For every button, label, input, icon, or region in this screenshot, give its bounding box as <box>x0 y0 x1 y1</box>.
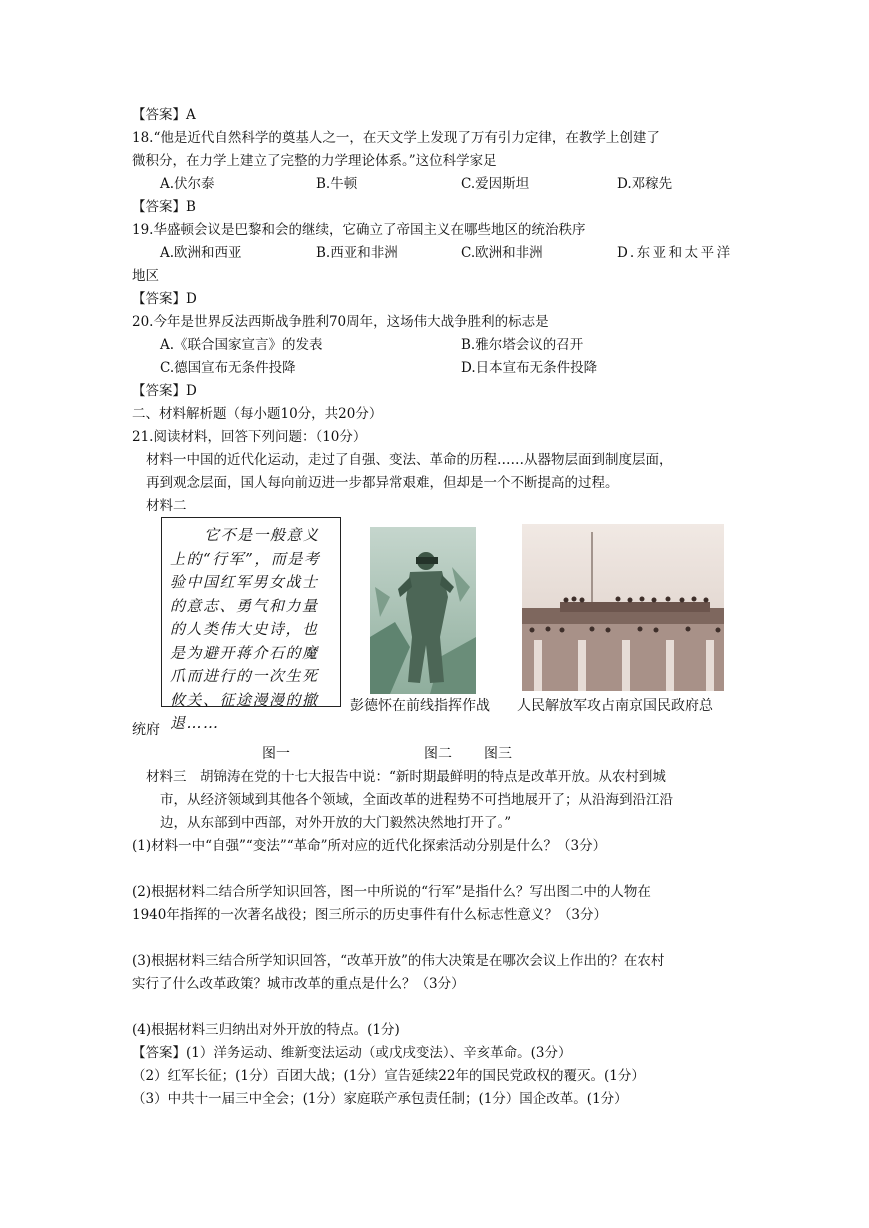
subquestion-2-line2: 1940年指挥的一次著名战役；图三所示的历史事件有什么标志性意义？（3分） <box>132 907 607 923</box>
q20-stem: 20.今年是世界反法西斯战争胜利70周年，这场伟大战争胜利的标志是 <box>132 314 549 330</box>
figure1-quote-box <box>161 517 341 732</box>
figure1-quote-text: 它不是一般意义上的“行军”，而是考验中国红军男女战士的意志、勇气和力量的人类伟大史诗，也是为避开蒋介石的魔爪而进行的一次生死攸关、征途漫漫的撤退…… <box>170 526 321 732</box>
subquestion-4: (4)根据材料三归纳出对外开放的特点。(1分) <box>132 1022 400 1038</box>
q18-option-c: C.爱因斯坦 <box>461 176 530 192</box>
material3-line2: 市，从经济领域到其他各个领域，全面改革的进程势不可挡地展开了；从沿海到沿江沿 <box>160 792 673 808</box>
figure2-photo <box>370 527 476 694</box>
subquestion-3-line1: (3)根据材料三结合所学知识回答，“改革开放”的伟大决策是在哪次会议上作出的？在农村 <box>132 953 665 969</box>
q19-stem: 19.华盛顿会议是巴黎和会的继续，它确立了帝国主义在哪些地区的统治秩序 <box>132 222 586 238</box>
q21-answer-2: （2）红军长征；(1分）百团大战；(1分）宣告延续22年的国民党政权的覆灭。(1分） <box>132 1068 645 1084</box>
subquestion-3-line2: 实行了什么改革政策？城市改革的重点是什么？（3分） <box>132 976 465 992</box>
figure3-label: 图三 <box>484 746 512 762</box>
q20-option-b: B.雅尔塔会议的召开 <box>461 337 584 353</box>
material2-label: 材料二 <box>146 498 187 514</box>
q21-answer-1: 【答案】(1）洋务运动、维新变法运动（或戊戌变法）、辛亥革命。(3分） <box>132 1045 572 1061</box>
figure3-photo <box>522 524 724 691</box>
subquestion-1: (1)材料一中“自强”“变法”“革命”所对应的近代化探索活动分别是什么？（3分） <box>132 838 607 854</box>
q18-option-d: D.邓稼先 <box>617 176 673 192</box>
q18-option-b: B.牛顿 <box>316 176 358 192</box>
q20-option-c: C.德国宣布无条件投降 <box>160 360 296 376</box>
figure3-caption-wrap: 统府 <box>132 722 160 738</box>
q21-answer-3: （3）中共十一届三中全会；(1分）家庭联产承包责任制；(1分）国企改革。(1分） <box>132 1091 628 1107</box>
q19-option-b: B.西亚和非洲 <box>316 245 398 261</box>
material1-line2: 再到观念层面，国人每向前迈进一步都异常艰难，但却是一个不断提高的过程。 <box>146 475 619 491</box>
material1-line1: 材料一中国的近代化运动，走过了自强、变法、革命的历程……从器物层面到制度层面， <box>146 452 673 468</box>
q18-stem-line1: 18.“他是近代自然科学的奠基人之一，在天文学上发现了万有引力定律，在教学上创建了 <box>132 130 660 146</box>
figure2-caption: 彭德怀在前线指挥作战 <box>350 698 490 714</box>
q19-option-c: C.欧洲和非洲 <box>461 245 543 261</box>
q19-answer: 【答案】D <box>132 291 197 307</box>
figure3-caption: 人民解放军攻占南京国民政府总 <box>517 698 713 714</box>
q20-answer: 【答案】D <box>132 383 197 399</box>
q18-option-a: A.伏尔泰 <box>160 176 215 192</box>
q17-answer: 【答案】A <box>132 107 196 123</box>
q21-stem: 21.阅读材料，回答下列问题：（10分） <box>132 429 367 445</box>
q20-option-a: A.《联合国家宣言》的发表 <box>160 337 323 353</box>
material3-line1: 材料三 胡锦涛在党的十七大报告中说：“新时期最鲜明的特点是改革开放。从农村到城 <box>146 769 666 785</box>
q19-option-a: A.欧洲和西亚 <box>160 245 242 261</box>
q20-option-d: D.日本宣布无条件投降 <box>461 360 598 376</box>
section2-title: 二、材料解析题（每小题10分，共20分） <box>132 406 383 422</box>
subquestion-2-line1: (2)根据材料二结合所学知识回答，图一中所说的“行军”是指什么？写出图二中的人物在 <box>132 884 651 900</box>
figure2-label: 图二 <box>424 746 452 762</box>
figure1-label: 图一 <box>262 746 290 762</box>
q19-option-d: D.东亚和太平洋 <box>617 245 733 261</box>
q19-option-wrap: 地区 <box>132 268 159 284</box>
material3-line3: 边，从东部到中西部，对外开放的大门毅然决然地打开了。” <box>160 815 512 831</box>
q18-stem-line2: 微积分，在力学上建立了完整的力学理论体系。”这位科学家足 <box>132 153 497 169</box>
q18-answer: 【答案】B <box>132 199 196 215</box>
